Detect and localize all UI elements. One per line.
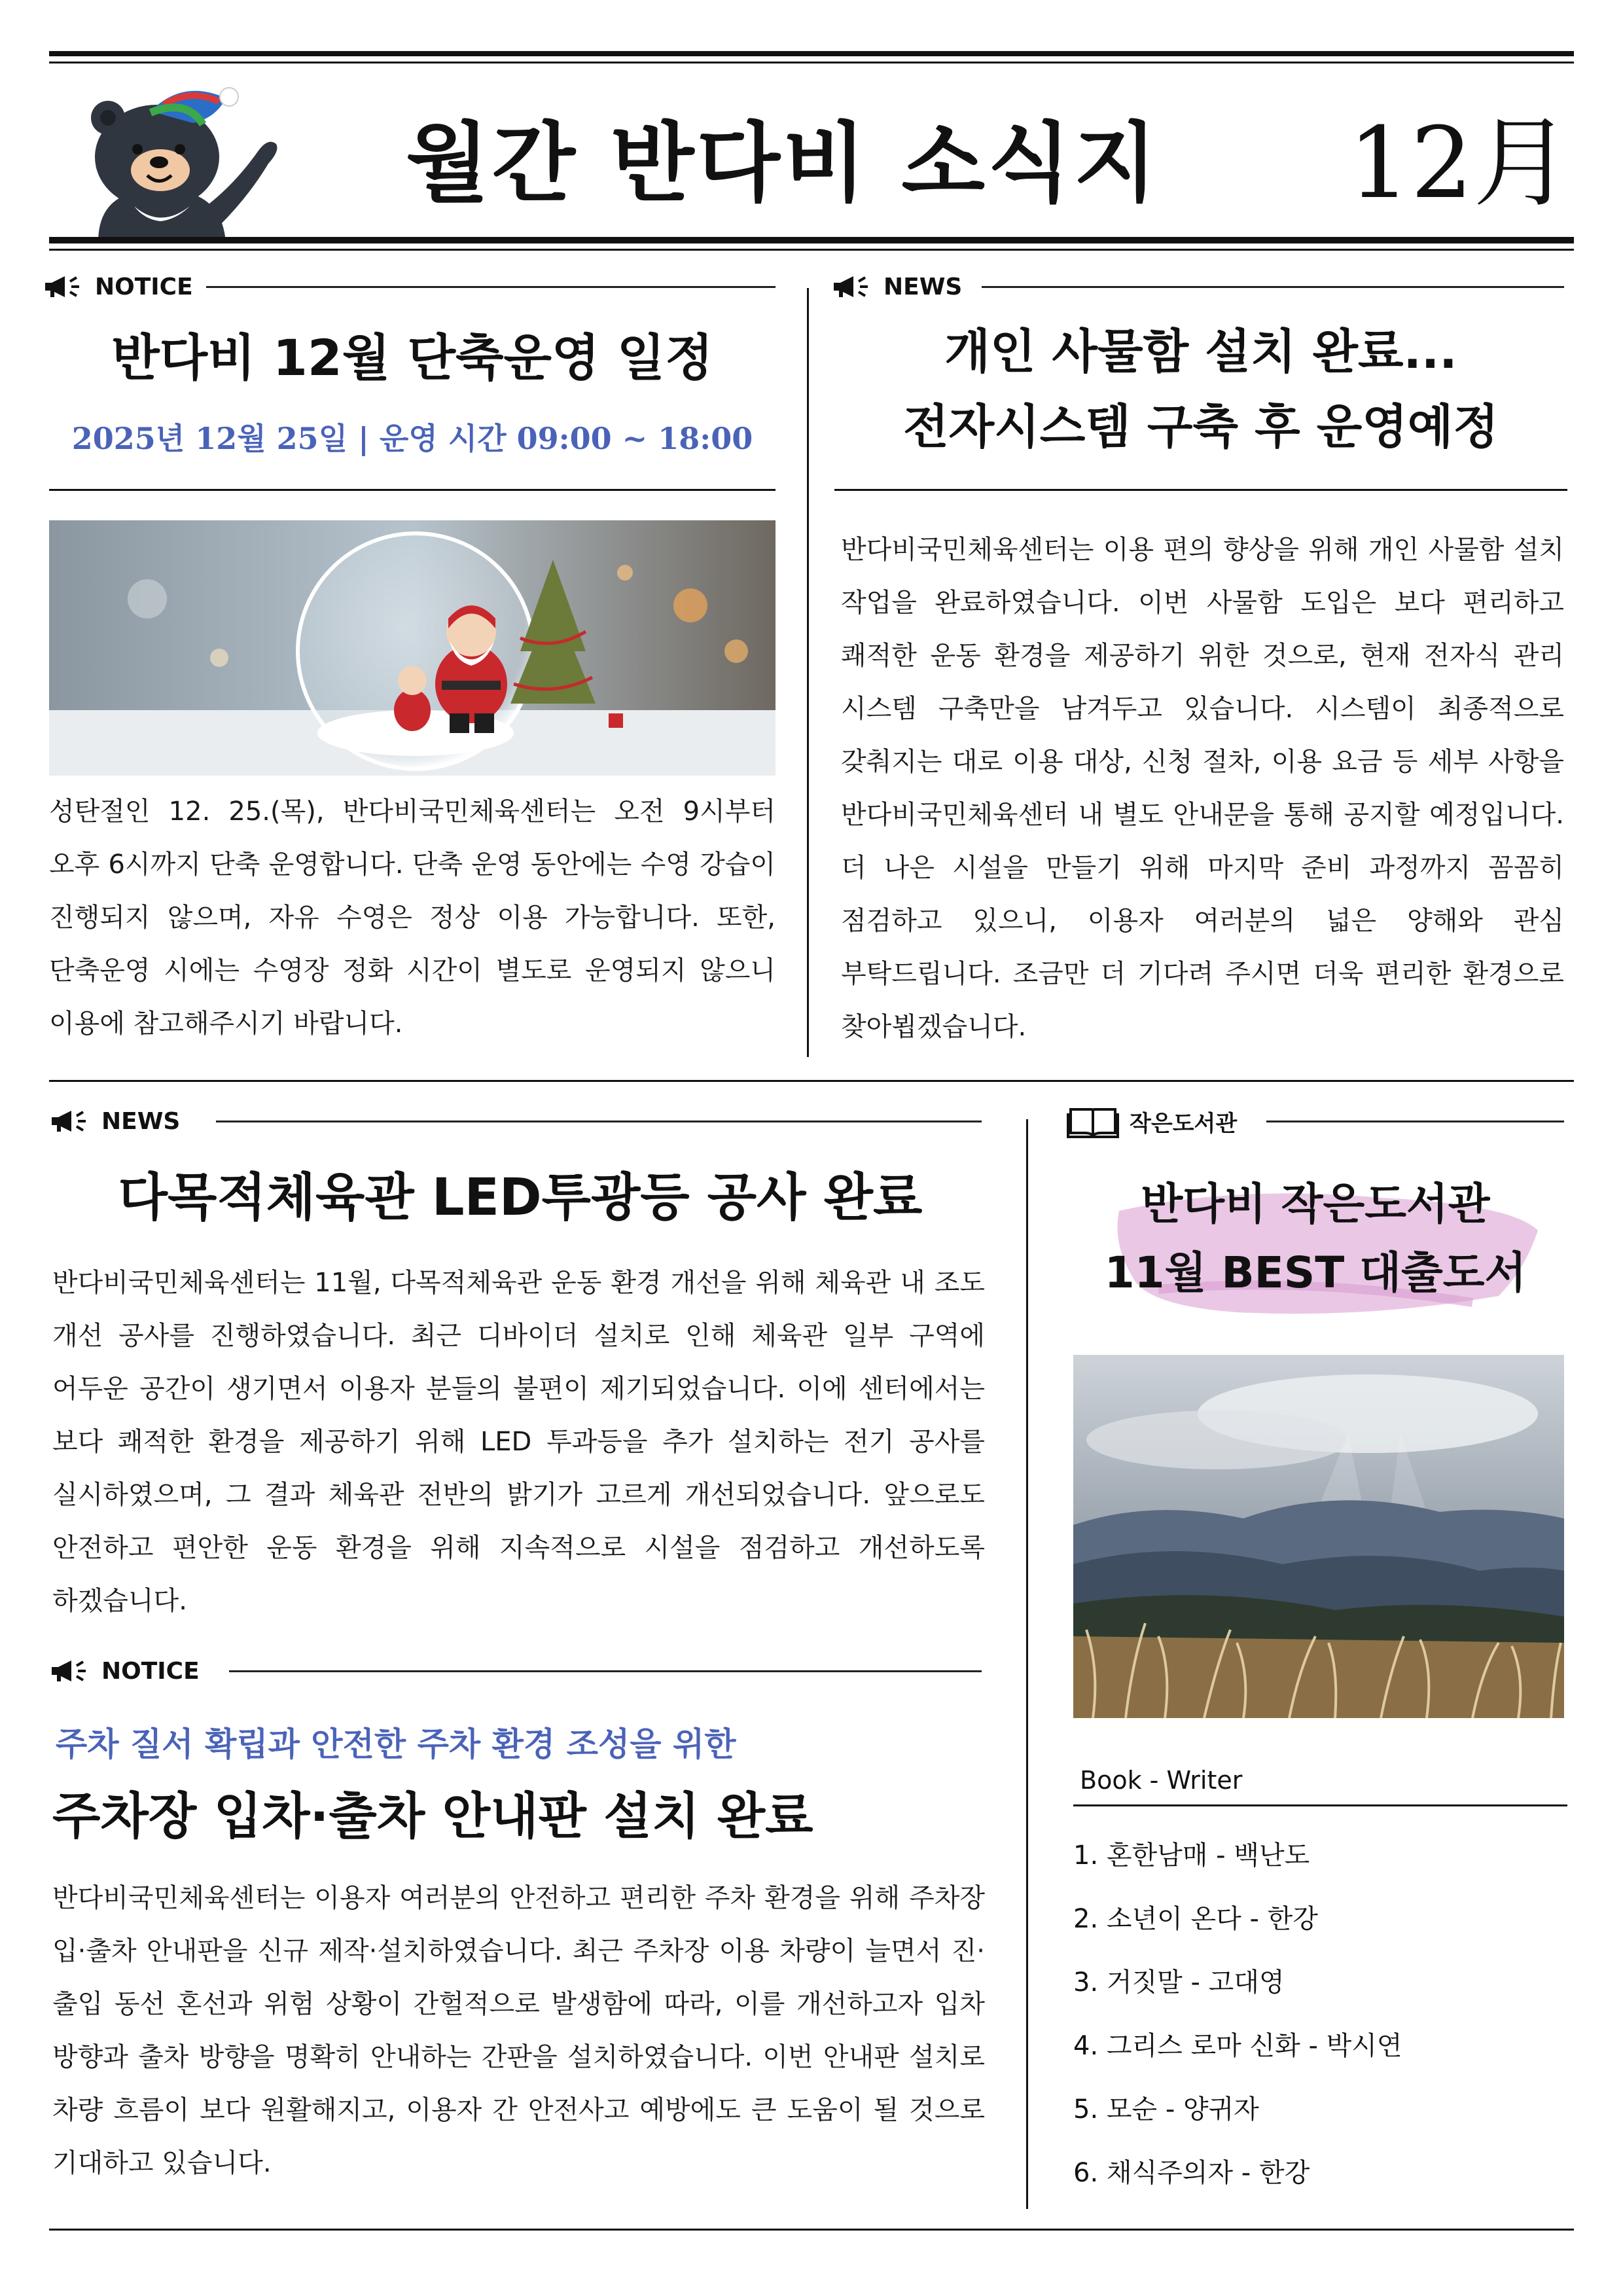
section-label-text: 작은도서관: [1130, 1110, 1238, 1137]
library-headline-line2: 11월 BEST 대출도서: [1104, 1247, 1527, 1298]
book-icon: [1067, 1104, 1119, 1138]
masthead-bottom-rule-thick: [49, 237, 1574, 243]
issue-month: 12月: [1348, 107, 1571, 221]
locker-body: 반다비국민체육센터는 이용 편의 향상을 위해 개인 사물함 설치 작업을 완료하였습니다. 이번 사물함 도입은 보다 편리하고 쾌적한 운동 환경을 제공하기 위한 것으로, 현재 전자식 관리 시스템 구축만을 남겨두고 있습니다. 시스템이 최종적으로 갖춰지는 대로 이용 대상, 신청 절차, 이용 요금 등 세부 사항을 반다비국민체육센터 내 별도 안내문을 통해 공지할 예정입니다. 더 나은 시설을 만들기 위해 마지막 준비 과정까지 꼼꼼히 점검하고 있으니, 이용자 여러분의 넓은 양해와 관심 부탁드립니다. 조금만 더 기다려 주시면 더욱 편리한 환경으로 찾아뵙겠습니다.: [841, 535, 1564, 1042]
masthead-bottom-rule-thin: [49, 249, 1574, 251]
section-label-notice-bottom: [49, 1653, 200, 1689]
section-label-notice-top: [43, 268, 193, 305]
top-left-divider: [49, 489, 776, 491]
section-label-news-top: [831, 268, 962, 305]
parking-subline: 주차 질서 확립과 안전한 주차 환경 조성을 위한: [56, 1725, 736, 1763]
newsletter-title: 월간 반다비 소식지: [406, 113, 1160, 214]
top-column-divider: [807, 288, 809, 1057]
book-item-6: 6. 채식주의자 - 한강: [1073, 2158, 1310, 2188]
page-bottom-rule: [49, 2229, 1574, 2231]
parking-headline: 주차장 입차·출차 안내판 설치 완료: [52, 1787, 813, 1845]
book-item-5: 5. 모순 - 양귀자: [1073, 2094, 1259, 2125]
parking-body: 반다비국민체육센터는 이용자 여러분의 안전하고 편리한 주차 환경을 위해 주차장 입·출차 안내판을 신규 제작·설치하였습니다. 최근 주차장 이용 차량이 늘면서 진·출입 동선 혼선과 위험 상황이 간헐적으로 발생함에 따라, 이를 개선하고자 입차 방향과 출차 방향을 명확히 안내하는 간판을 설치하였습니다. 이번 안내판 설치로 차량 흐름이 보다 원활해지고, 이용자 간 안전사고 예방에도 큰 도움이 될 것으로 기대하고 있습니다.: [52, 1883, 985, 2178]
masthead-top-rule-thin: [49, 62, 1574, 63]
book-item-1: 1. 혼한남매 - 백난도: [1073, 1840, 1310, 1871]
section-label-text: NOTICE: [101, 1657, 200, 1685]
section-label-line: [216, 1121, 982, 1122]
megaphone-icon: [49, 1658, 91, 1684]
library-headline-line1: 반다비 작은도서관: [1141, 1179, 1490, 1229]
section-label-text: NEWS: [101, 1107, 181, 1135]
book-item-3: 3. 거짓말 - 고대영: [1073, 1967, 1285, 1998]
locker-headline-line1: 개인 사물함 설치 완료...: [944, 324, 1457, 379]
bottom-column-divider: [1026, 1119, 1028, 2209]
bear-mascot-logo: [72, 72, 288, 242]
megaphone-icon: [831, 274, 873, 300]
section-label-line: [982, 286, 1564, 288]
led-body: 반다비국민체육센터는 11월, 다목적체육관 운동 환경 개선을 위해 체육관 내 조도 개선 공사를 진행하였습니다. 최근 디바이더 설치로 인해 체육관 일부 구역에 어두운 공간이 생기면서 이용자 분들의 불편이 제기되었습니다. 이에 센터에서는 보다 쾌적한 환경을 제공하기 위해 LED 투과등을 추가 설치하는 전기 공사를 실시하였으며, 그 결과 체육관 전반의 밝기가 고르게 개선되었습니다. 앞으로도 안전하고 편안한 운동 환경을 위해 지속적으로 시설을 점검하고 개선하도록 하겠습니다.: [52, 1268, 985, 1616]
megaphone-icon: [49, 1108, 91, 1134]
middle-horizontal-rule: [49, 1080, 1574, 1082]
shortened-hours-headline: 반다비 12월 단축운영 일정: [111, 329, 713, 387]
snow-globe-image: [49, 520, 776, 776]
shortened-hours-date: 2025년 12월 25일 | 운영 시간 09:00 ~ 18:00: [71, 421, 753, 456]
section-label-library: [1067, 1103, 1237, 1139]
book-list-header-rule: [1073, 1804, 1567, 1806]
section-label-text: NEWS: [883, 273, 963, 300]
book-item-2: 2. 소년이 온다 - 한강: [1073, 1904, 1318, 1934]
section-label-line: [1266, 1121, 1564, 1122]
masthead-top-rule-thick: [49, 51, 1574, 56]
section-label-line: [229, 1670, 982, 1672]
book-item-4: 4. 그리스 로마 신화 - 박시연: [1073, 2031, 1402, 2061]
locker-headline-line2: 전자시스템 구축 후 운영예정: [903, 399, 1499, 454]
section-label-news-mid: [49, 1103, 180, 1139]
mountain-landscape-image: [1073, 1355, 1564, 1718]
book-list-header: Book - Writer: [1080, 1766, 1243, 1795]
shortened-hours-body: 성탄절인 12. 25.(목), 반다비국민체육센터는 오전 9시부터 오후 6시까지 단축 운영합니다. 단축 운영 동안에는 수영 강습이 진행되지 않으며, 자유 수영은 정상 이용 가능합니다. 또한, 단축운영 시에는 수영장 정화 시간이 별도로 운영되지 않으니 이용에 참고해주시기 바랍니다.: [49, 797, 776, 1039]
section-label-line: [206, 286, 776, 288]
led-headline: 다목적체육관 LED투광등 공사 완료: [118, 1168, 923, 1227]
megaphone-icon: [43, 274, 84, 300]
top-right-divider: [834, 489, 1567, 491]
section-label-text: NOTICE: [95, 273, 193, 300]
